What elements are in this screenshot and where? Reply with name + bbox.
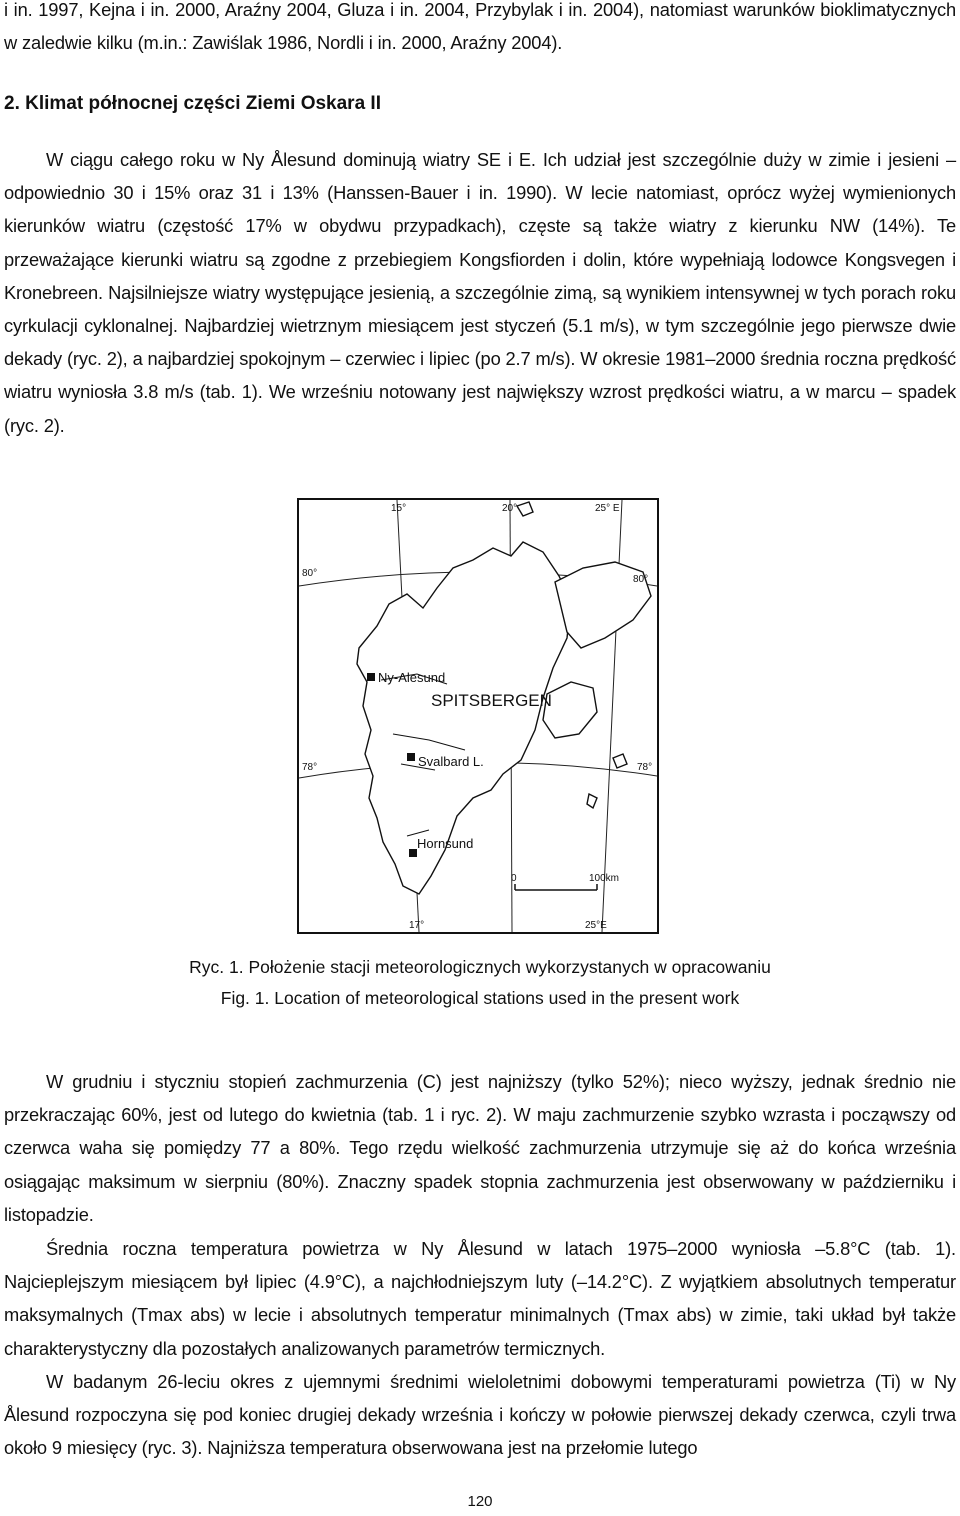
station-label-ny-alesund: Ny-Alesund xyxy=(378,670,446,685)
lat-label-right-1: 80° xyxy=(633,574,649,585)
lat-label-left-1: 80° xyxy=(302,568,318,579)
region-label: SPITSBERGEN xyxy=(431,691,552,710)
lon-label-bottom-2: 25°E xyxy=(585,920,607,931)
station-label-hornsund: Hornsund xyxy=(417,836,474,851)
paragraph-period: W badanym 26-leciu okres z ujemnymi średnimi wieloletnimi dobowymi temperaturami powietrza (Ti) w Ny Ålesund rozpoczyna się pod koniec drugiej dekady września i kończy w połowie pierwszej dekady czerwca, czyli trwa około 9 miesięcy (ryc. 3). Najniższa temperatura obserwowana jest na przełomie lutego xyxy=(4,1371,956,1459)
lon-label-top-1: 15° xyxy=(391,503,407,514)
station-marker-ny-alesund xyxy=(367,673,375,681)
lon-label-top-3: 25° E xyxy=(595,503,620,514)
paragraph-temperature: Średnia roczna temperatura powietrza w Ny Ålesund w latach 1975–2000 wyniosła –5.8°C (tab. 1). Najcieplejszym miesiącem był lipiec (4.9°C), a najchłodniejszym luty (–14.2°C). Z wyjątkiem absolutnych temperatur maksymalnych (Tmax abs) w lecie i absolutnych temperatur minimalnych (Tmax abs) w zimie, taki układ był także charakterystyczny dla pozostałych analizowanych parametrów termicznych. xyxy=(4,1238,956,1359)
lon-label-top-2: 20° xyxy=(502,503,518,514)
lat-label-right-2: 78° xyxy=(637,762,653,773)
paragraph-cloud: W grudniu i styczniu stopień zachmurzenia (C) jest najniższy (tylko 52%); nieco wyższy, jednak średnio nie przekraczając 60%, jest od lutego do kwietnia (tab. 1 i ryc. 2). W maju zachmurzenie szybko wzrasta i począwszy od czerwca waha się pomiędzy 77 a 80%. Tego rzędu wielkość zachmurzenia utrzymuje się aż do końca września osiągając maksimum w sierpniu (80%). Znaczny spadek stopnia zachmurzenia jest obserwowany w październiku i listopadzie. xyxy=(4,1071,956,1225)
figure-caption-english: Fig. 1. Location of meteorological stations used in the present work xyxy=(220,988,740,1008)
station-label-svalbard: Svalbard L. xyxy=(418,754,484,769)
paragraph-wind: W ciągu całego roku w Ny Ålesund dominują wiatry SE i E. Ich udział jest szczególnie duży w zimie i jesieni – odpowiednio 30 i 15% oraz 31 i 13% (Hanssen-Bauer i in. 1990). W lecie natomiast, oprócz wyżej wymienionych kierunków wiatru (częstość 17% w obydwu przypadkach), częste są także wiatry z kierunku NW (14%). Te przeważające kierunki wiatru są zgodne z przebiegiem Kongsfiorden i dolin, które wypełniają lodowce Kongsvegen i Kronebreen. Najsilniejsze wiatry występujące jesienią, a szczególnie zimą, są wynikiem intensywnej w tych porach roku cyrkulacji cyklonalnej. Najbardziej wietrznym miesiącem jest styczeń (5.1 m/s), w tym szczególnie jego pierwsze dwie dekady (ryc. 2), a najbardziej spokojnym – czerwiec i lipiec (po 2.7 m/s). W okresie 1981–2000 średnia roczna prędkość wiatru wyniosła 3.8 m/s (tab. 1). We wrześniu notowany jest największy wzrost prędkości wiatru, a w marcu – spadek (ryc. 2). xyxy=(4,149,956,436)
lon-label-bottom-1: 17° xyxy=(409,920,425,931)
lat-label-left-2: 78° xyxy=(302,762,318,773)
spitsbergen-map xyxy=(297,498,659,934)
scale-label-100km: 100km xyxy=(589,873,620,884)
top-paragraph: i in. 1997, Kejna i in. 2000, Araźny 2004, Gluza i in. 2004, Przybylak i in. 2004), natomiast warunków bioklimatycznych w zaledwie kilku (m.in.: Zawiślak 1986, Nordli i in. 2000, Araźny 2004). xyxy=(4,0,956,54)
page-number: 120 xyxy=(467,1493,493,1510)
figure-caption-polish: Ryc. 1. Położenie stacji meteorologicznych wykorzystanych w opracowaniu xyxy=(189,957,771,977)
station-marker-hornsund xyxy=(409,849,417,857)
station-map-figure xyxy=(297,498,659,934)
section-heading: 2. Klimat północnej części Ziemi Oskara II xyxy=(4,93,381,114)
scale-label-zero: 0 xyxy=(511,873,517,884)
station-marker-svalbard xyxy=(407,753,415,761)
